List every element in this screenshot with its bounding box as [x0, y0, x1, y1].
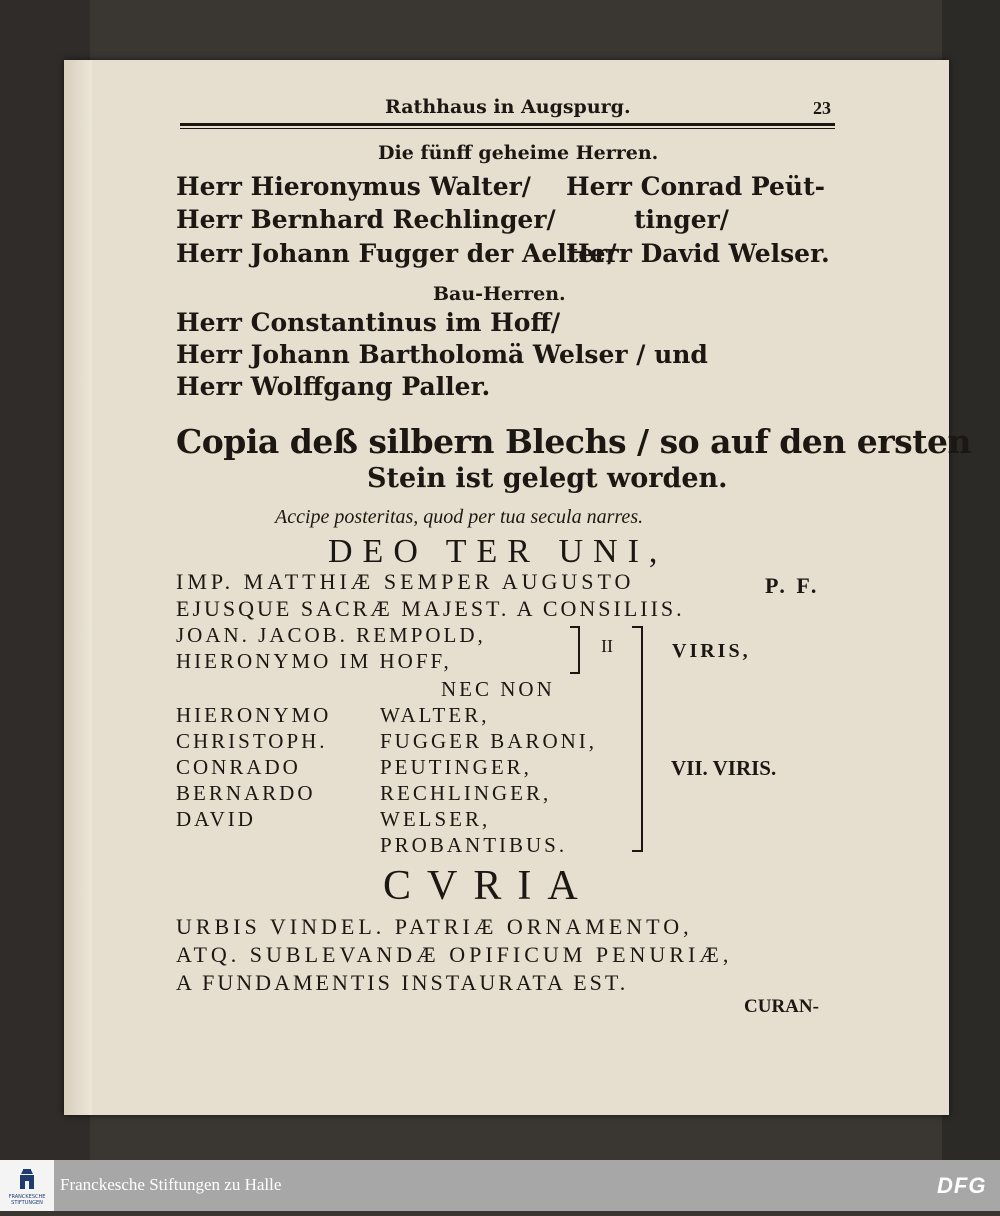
brace-duumviri [570, 626, 580, 674]
geheime-left-line: Herr Hieronymus Walter/ [176, 172, 531, 201]
geheime-left-line: Herr Johann Fugger der Aelter/ [176, 239, 617, 268]
last-name: PEUTINGER, [380, 755, 532, 779]
geheime-heading: Die fünff geheime Herren. [378, 142, 659, 164]
geheime-right-line: Herr Conrad Peüt- [566, 172, 826, 201]
first-name: BERNARDO [176, 781, 316, 805]
geheime-right-line: tinger/ [634, 205, 729, 234]
bau-line: Herr Wolffgang Paller. [176, 372, 491, 401]
duumvir-name: JOAN. JACOB. REMPOLD, [176, 623, 486, 647]
geheime-right-line: Herr David Welser. [566, 239, 830, 268]
deo-line: DEO TER UNI, [328, 533, 668, 570]
viris-label: VIRIS, [672, 640, 751, 662]
last-name: RECHLINGER, [380, 781, 552, 805]
last-name: WALTER, [380, 703, 490, 727]
first-name: DAVID [176, 807, 256, 831]
duumvir-name: HIERONYMO IM HOFF, [176, 649, 452, 673]
nec-non: NEC NON [441, 677, 555, 701]
header-rule-thin [180, 128, 835, 129]
dfg-logo[interactable]: DFG [937, 1173, 987, 1198]
geheime-left-line: Herr Bernhard Rechlinger/ [176, 205, 556, 234]
logo-caption: FRANCKESCHE STIFTUNGEN [8, 1194, 46, 1206]
page-number: 23 [813, 98, 831, 118]
closing-line: URBIS VINDEL. PATRIÆ ORNAMENTO, [176, 914, 693, 939]
pf-abbrev: P. F. [765, 573, 820, 598]
running-title: Rathhaus in Augspurg. [385, 96, 631, 118]
last-name: FUGGER BARONI, [380, 729, 598, 753]
last-name: PROBANTIBUS. [380, 833, 568, 857]
vii-viris-label: VII. VIRIS. [671, 756, 777, 780]
bau-heading: Bau-Herren. [433, 283, 566, 305]
first-name: CHRISTOPH. [176, 729, 328, 753]
first-name: CONRADO [176, 755, 301, 779]
brace-septemviri [632, 626, 643, 852]
page-edge [64, 60, 92, 1115]
ejusque-line: EJUSQUE SACRÆ MAJEST. A CONSILIIS. [176, 596, 685, 621]
copia-subtitle: Stein ist gelegt worden. [367, 463, 728, 494]
copia-title: Copia deß silbern Blechs / so auf den ersten [176, 422, 971, 461]
roman-ii: II [601, 636, 613, 656]
institution-logo[interactable] [0, 1160, 54, 1211]
closing-line: ATQ. SUBLEVANDÆ OPIFICUM PENURIÆ, [176, 942, 733, 967]
first-name: HIERONYMO [176, 703, 332, 727]
background-right [942, 0, 1000, 1160]
bau-line: Herr Johann Bartholomä Welser / und [176, 340, 708, 369]
header-rule [180, 123, 835, 126]
closing-line: A FUNDAMENTIS INSTAURATA EST. [176, 970, 629, 995]
last-name: WELSER, [380, 807, 491, 831]
institution-name[interactable]: Franckesche Stiftungen zu Halle [60, 1175, 282, 1194]
motto: Accipe posteritas, quod per tua secula narres. [275, 506, 644, 528]
imp-line: IMP. MATTHIÆ SEMPER AUGUSTO [176, 569, 635, 594]
catchword: CURAN- [744, 996, 819, 1017]
bau-line: Herr Constantinus im Hoff/ [176, 308, 561, 337]
curia-heading: CVRIA [383, 863, 594, 909]
